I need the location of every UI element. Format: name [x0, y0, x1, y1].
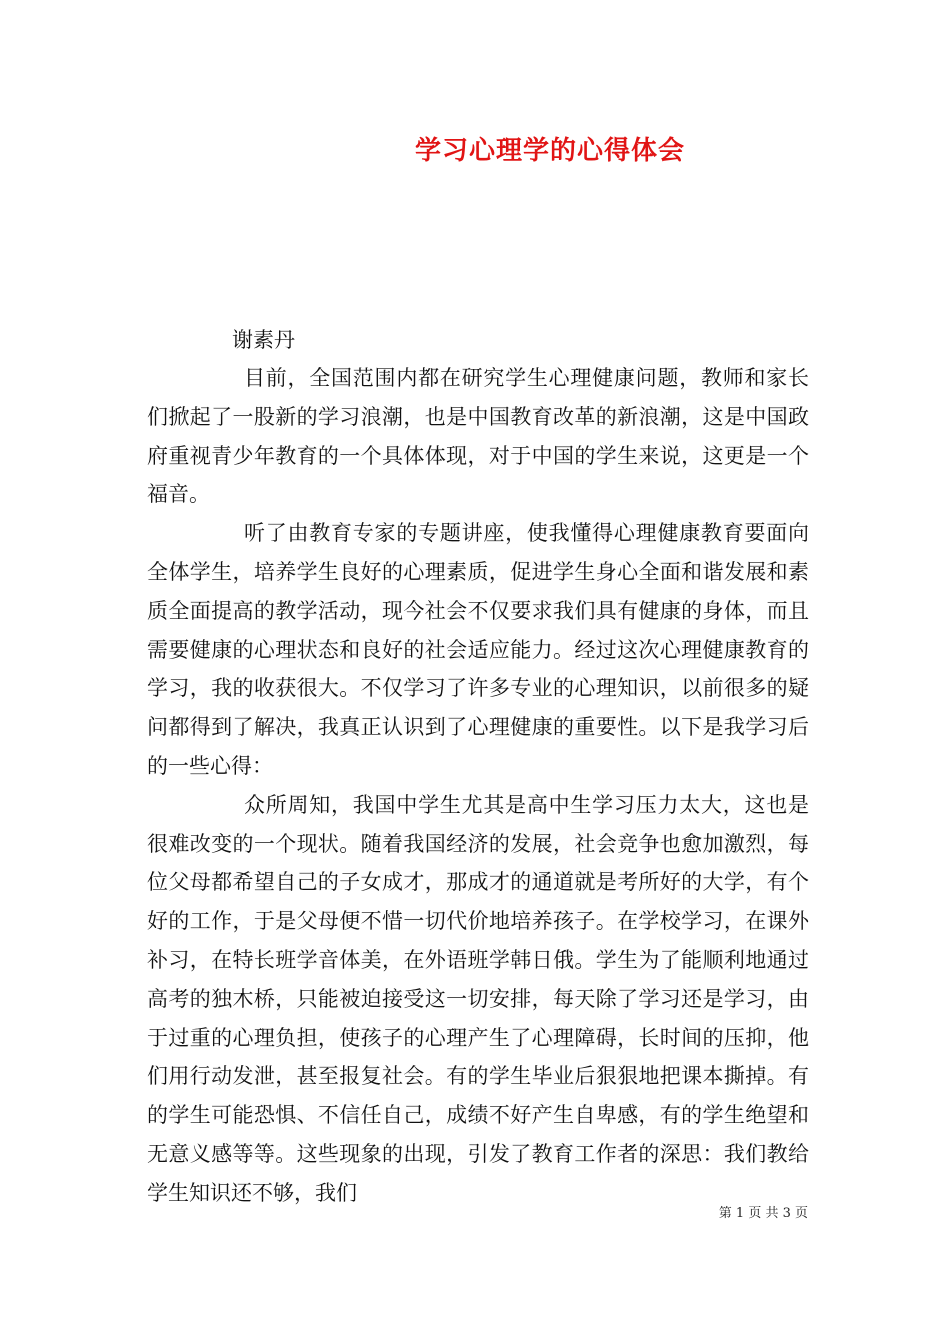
paragraph-2: 听了由教育专家的专题讲座，使我懂得心理健康教育要面向全体学生，培养学生良好的心理素质，促进学生身心全面和谐发展和素质全面提高的教学活动，现今社会不仅要求我们具有健康的身体，而且需要健康的心理状态和良好的社会适应能力。经过这次心理健康教育的学习，我的收获很大。不仅学习了许多专业的心理知识，以前很多的疑问都得到了解决，我真正认识到了心理健康的重要性。以下是我学习后的一些心得： — [147, 521, 809, 778]
document-body — [147, 359, 809, 1213]
paragraph-3: 众所周知，我国中学生尤其是高中生学习压力太大，这也是很难改变的一个现状。随着我国经济的发展，社会竞争也愈加激烈，每位父母都希望自己的子女成才，那成才的通道就是考所好的大学，有个好的工作，于是父母便不惜一切代价地培养孩子。在学校学习，在课外补习，在特长班学音体美，在外语班学韩日俄。学生为了能顺利地通过高考的独木桥，只能被迫接受这一切安排，每天除了学习还是学习，由于过重的心理负担，使孩子的心理产生了心理障碍，长时间的压抑，他们用行动发泄，甚至报复社会。有的学生毕业后狠狠地把课本撕掉。有的学生可能恐惧、不信任自己，成绩不好产生自卑感，有的学生绝望和无意义感等等。这些现象的出现，引发了教育工作者的深思：我们教给学生知识还不够，我们 — [147, 792, 809, 1205]
author-name: 谢素丹 — [232, 328, 295, 352]
document-title: 学习心理学的心得体会 — [414, 136, 685, 166]
paragraph-1: 目前，全国范围内都在研究学生心理健康问题，教师和家长们掀起了一股新的学习浪潮，也是中国教育改革的新浪潮，这是中国政府重视青少年教育的一个具体体现，对于中国的学生来说，这更是一个福音。 — [147, 366, 809, 507]
page-number-footer: 第 1 页 共 3 页 — [718, 1206, 808, 1221]
